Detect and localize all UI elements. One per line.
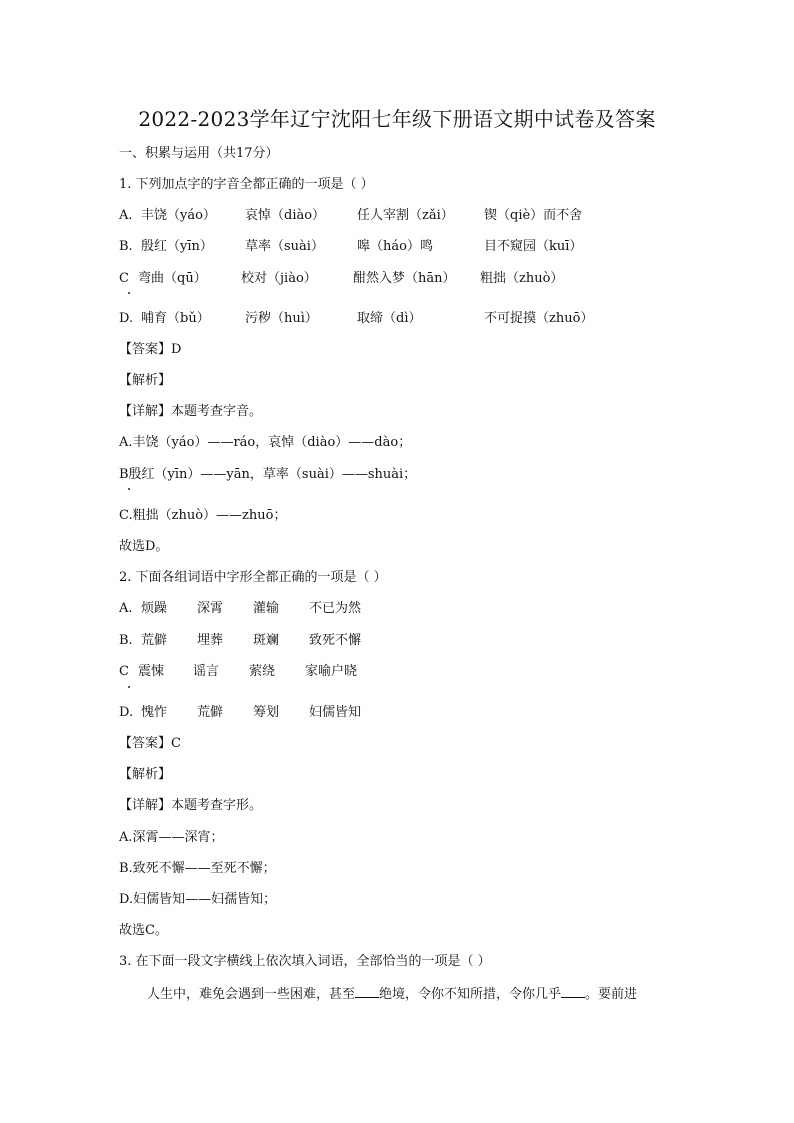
option-word: 家喻户晓 (305, 664, 358, 679)
option-word: 哺育（bǔ） (141, 311, 210, 326)
option-letter: A. (119, 601, 133, 616)
q1-conclusion: 故选D。 (119, 539, 169, 554)
option-word: 任人宰割（zǎi） (357, 208, 454, 223)
option-word: 污秽（huì） (245, 311, 318, 326)
fill-blank (561, 985, 585, 998)
q2-detail: 【详解】本题考查字形。 (119, 798, 263, 813)
question-3-stem: 3. 在下面一段文字横线上依次填入词语，全部恰当的一项是（ ） (119, 954, 491, 969)
option-word: 目不窥园（kuī） (484, 239, 583, 254)
q1-explanation-b: B殷红（yīn）——yān，草率（suài）——shuài； (119, 467, 417, 482)
option-word: 校对（jiào） (241, 271, 317, 286)
option-word: 震悚 (138, 664, 165, 679)
q2-conclusion: 故选C。 (119, 923, 168, 938)
fill-blank (355, 985, 379, 998)
option-word: 烦躁 (141, 601, 168, 616)
option-letter: C (119, 271, 129, 286)
q1-answer: 【答案】D (119, 342, 182, 357)
option-letter: B. (119, 239, 133, 254)
q2-analysis-label: 【解析】 (119, 767, 172, 782)
option-word: 酣然入梦（hān） (353, 271, 456, 286)
q1-explanation-a: A.丰饶（yáo）——ráo，哀悼（diào）——dào； (119, 435, 412, 450)
option-word: 殷红（yīn） (141, 239, 213, 254)
option-word: 丰饶（yáo） (141, 208, 216, 223)
passage-text: 人生中，难免会遇到一些困难，甚至 (147, 987, 356, 1002)
option-word: 筹划 (253, 705, 280, 720)
option-word: 弯曲（qū） (138, 271, 207, 286)
q1-analysis-label: 【解析】 (119, 373, 172, 388)
option-word: 萦绕 (249, 664, 276, 679)
option-letter: D. (119, 311, 134, 326)
option-word: 灌输 (253, 601, 280, 616)
option-word: 妇儒皆知 (309, 705, 362, 720)
option-word: 致死不懈 (309, 633, 362, 648)
emphasis-dot-mark (128, 488, 130, 490)
section-heading: 一、积累与运用（共17分） (119, 146, 279, 161)
emphasis-dot-mark (128, 686, 130, 688)
q2-answer: 【答案】C (119, 736, 181, 751)
option-word: 愧怍 (141, 705, 168, 720)
option-word: 不可捉摸（zhuō） (484, 311, 594, 326)
option-word: 草率（suài） (245, 239, 324, 254)
option-word: 哀悼（diào） (245, 208, 326, 223)
emphasis-dot-mark (128, 292, 130, 294)
option-letter: C (119, 664, 129, 679)
question-2-stem: 2. 下面各组词语中字形全都正确的一项是（ ） (119, 570, 387, 585)
q2-explanation-b: B.致死不懈——至死不懈； (119, 861, 276, 876)
option-letter: D. (119, 705, 134, 720)
passage-text: 。要前进 (585, 987, 638, 1002)
q2-explanation-a: A.深霄——深宵； (119, 830, 224, 845)
option-letter: B. (119, 633, 133, 648)
q1-detail: 【详解】本题考查字音。 (119, 404, 263, 419)
option-word: 斑斓 (253, 633, 280, 648)
page-title: 2022-2023学年辽宁沈阳七年级下册语文期中试卷及答案 (138, 107, 656, 131)
question-1-stem: 1. 下列加点字的字音全都正确的一项是（ ） (119, 177, 374, 192)
q1-explanation-c: C.粗拙（zhuò）——zhuō； (119, 508, 287, 523)
option-word: 粗拙（zhuò） (480, 271, 564, 286)
option-word: 埋葬 (197, 633, 224, 648)
option-word: 嗥（háo）鸣 (357, 239, 433, 254)
option-word: 谣言 (193, 664, 220, 679)
option-word: 取缔（dì） (357, 311, 422, 326)
q2-explanation-d: D.妇儒皆知——妇孺皆知； (119, 892, 277, 907)
option-word: 深霄 (197, 601, 224, 616)
passage-text: 绝境，令你不知所措，令你几乎 (379, 987, 562, 1002)
option-word: 荒僻 (141, 633, 168, 648)
option-letter: A. (119, 208, 133, 223)
q3-passage (119, 985, 637, 1004)
option-word: 不已为然 (309, 601, 362, 616)
option-word: 荒僻 (197, 705, 224, 720)
option-word: 锲（qiè）而不舍 (484, 208, 583, 223)
